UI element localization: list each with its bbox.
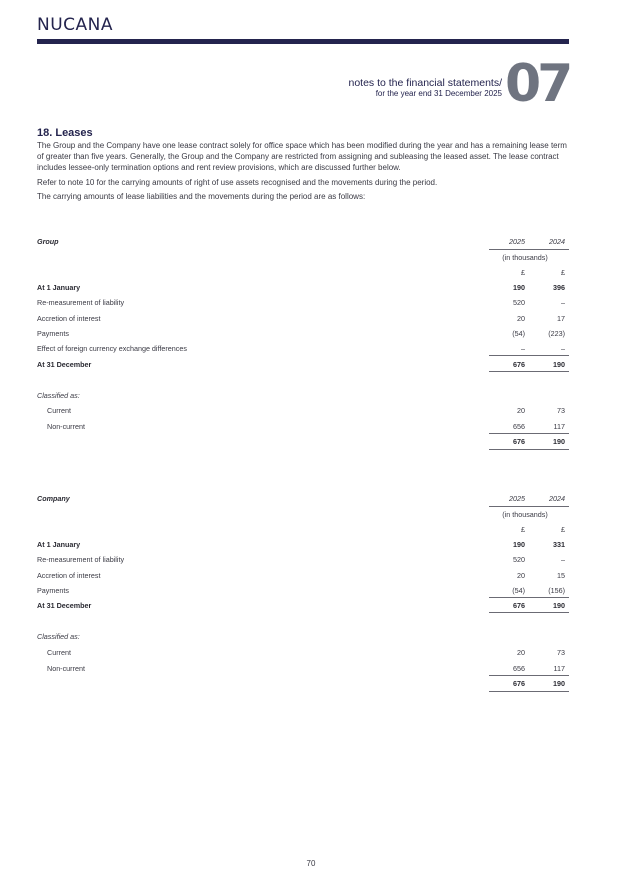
- table-row: Payments (54) (156): [37, 586, 565, 595]
- table-row-total: 676 190: [513, 679, 565, 688]
- total-underline: [489, 371, 569, 372]
- subtotal-rule: [489, 355, 569, 356]
- table-row: At 1 January 190 396: [37, 283, 565, 292]
- subtotal-rule: [489, 433, 569, 434]
- note-paragraph-3: The carrying amounts of lease liabilities and the movements during the period are as follows:: [37, 192, 366, 201]
- table-row-total: At 31 December 676 190: [37, 360, 565, 369]
- table-row: Current 20 73: [47, 648, 565, 657]
- table-row: Re-measurement of liability 520 –: [37, 555, 565, 564]
- note-paragraph-2: Refer to note 10 for the carrying amounts of right of use assets recognised and the movements during the period.: [37, 178, 438, 187]
- column-header-2025: 2025: [509, 237, 525, 246]
- currency-2024: £: [561, 268, 565, 277]
- header-underline: [489, 506, 569, 507]
- table-row: Current 20 73: [47, 406, 565, 415]
- unit-label: (in thousands): [502, 253, 548, 262]
- classified-heading: Classified as:: [37, 391, 80, 400]
- header-rule: [37, 39, 569, 44]
- total-underline: [489, 691, 569, 692]
- company-logo: NUCANA: [37, 15, 114, 35]
- table-row: Non-current 656 117: [47, 664, 565, 673]
- currency-row: [37, 268, 569, 280]
- total-underline: [489, 612, 569, 613]
- table-row: Accretion of interest 20 15: [37, 571, 565, 580]
- table-row: Effect of foreign currency exchange differences – –: [37, 344, 565, 353]
- currency-2025: £: [521, 268, 525, 277]
- table-title: Group: [37, 237, 59, 246]
- table-header-row: [37, 494, 569, 506]
- table-row-total: At 31 December 676 190: [37, 601, 565, 610]
- classified-heading: Classified as:: [37, 632, 80, 641]
- table-row-total: 676 190: [513, 437, 565, 446]
- column-header-2024: 2024: [549, 494, 565, 503]
- total-underline: [489, 449, 569, 450]
- unit-row: [37, 510, 569, 522]
- section-title: notes to the financial statements/: [348, 77, 502, 89]
- section-header: [348, 77, 502, 99]
- table-title: Company: [37, 494, 70, 503]
- column-header-2025: 2025: [509, 494, 525, 503]
- chapter-number: 07: [505, 54, 570, 114]
- table-row: Non-current 656 117: [47, 422, 565, 431]
- subtotal-rule: [489, 597, 569, 598]
- company-lease-table: [37, 494, 569, 699]
- page-number: 70: [306, 859, 316, 868]
- table-row: Accretion of interest 20 17: [37, 314, 565, 323]
- column-header-2024: 2024: [549, 237, 565, 246]
- currency-2024: £: [561, 525, 565, 534]
- unit-label: (in thousands): [502, 510, 548, 519]
- unit-row: [37, 253, 569, 265]
- currency-2025: £: [521, 525, 525, 534]
- table-row: At 1 January 190 331: [37, 540, 565, 549]
- table-header-row: [37, 237, 569, 249]
- table-row: Payments (54) (223): [37, 329, 565, 338]
- note-title: 18. Leases: [37, 127, 93, 139]
- note-paragraph-1: The Group and the Company have one lease contract solely for office space which has been modified during the year and has a remaining lease term of greater than five years. Generally, the Group and the Company are restricted from assigning and subleasing the leased asset. The lease contract includes lessee-only termination options and rent review provisions, which are discussed further below.: [37, 141, 567, 172]
- group-lease-table: [37, 237, 569, 457]
- table-row: Re-measurement of liability 520 –: [37, 298, 565, 307]
- section-subtitle: for the year end 31 December 2025: [375, 89, 502, 98]
- header-underline: [489, 249, 569, 250]
- subtotal-rule: [489, 675, 569, 676]
- currency-row: [37, 525, 569, 537]
